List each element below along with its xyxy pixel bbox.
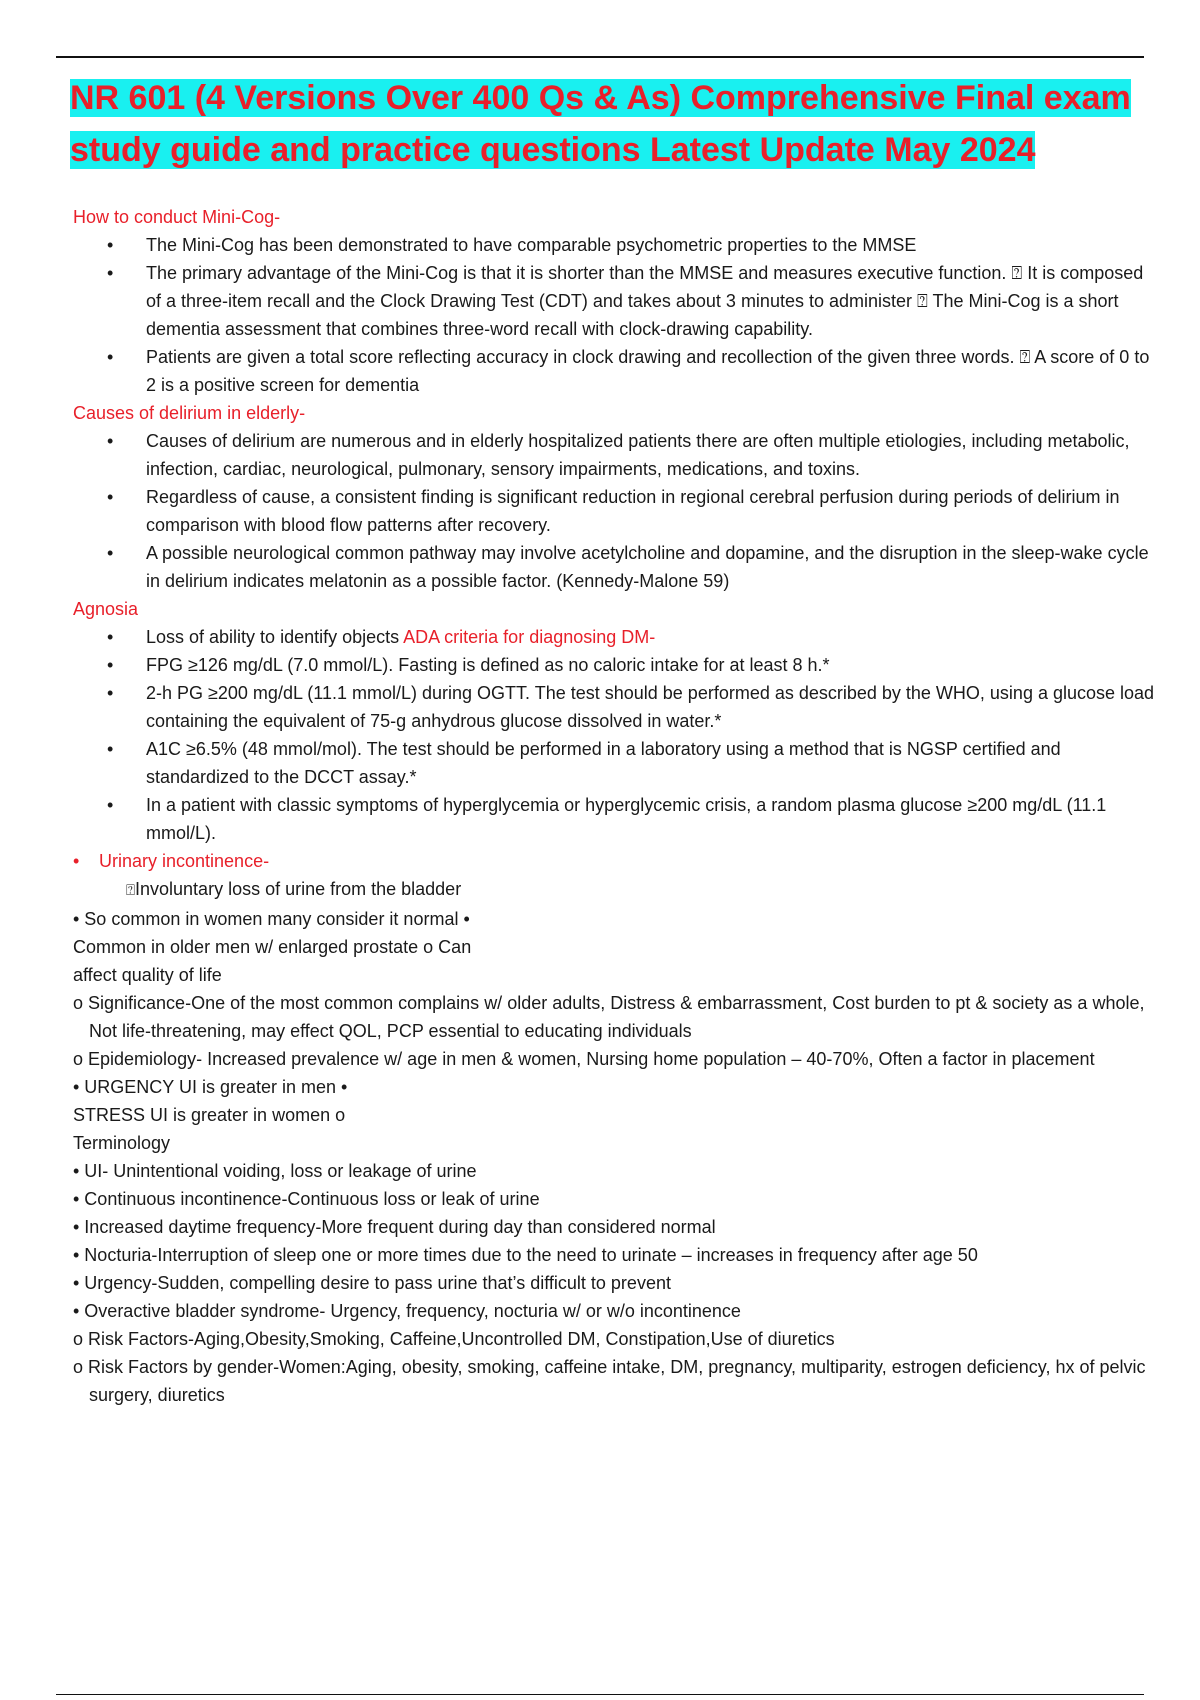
list-item: • The primary advantage of the Mini-Cog is that it is shorter than the MMSE and measures executive function. ⍰ It is composed of a three-item recall and the Clock Drawing Test (CDT) and takes about 3 minutes to administer ⍰ The Mini-Cog is a short dementia assessment that combines three-word recall with clock-drawing capability. [73,259,1163,343]
list-item: • FPG ≥126 mg/dL (7.0 mmol/L). Fasting is defined as no caloric intake for at least 8 h.* [73,651,1163,679]
delirium-heading: Causes of delirium in elderly- [73,403,306,423]
bottom-rule [56,1694,1144,1695]
agnosia-definition: Loss of ability to identify objects [146,627,400,647]
urinary-definition-line [73,875,1163,905]
agnosia-list [73,623,1163,847]
list-item: • 2-h PG ≥200 mg/dL (11.1 mmol/L) during OGTT. The test should be performed as described by the WHO, using a glucose load containing the equivalent of 75-g anhydrous glucose dissolved in water.* [73,679,1163,735]
document-body [73,203,1163,1409]
urinary-significance: o Significance-One of the most common complains w/ older adults, Distress & embarrassment, Cost burden to pt & society as a whole, Not life-threatening, may effect QOL, PCP essential to educating individuals [73,993,1145,1041]
title-line-1: NR 601 (4 Versions Over 400 Qs & As) Comprehensive Final exam [70,79,1131,117]
urinary-line: o Risk Factors-Aging,Obesity,Smoking, Caffeine,Uncontrolled DM, Constipation,Use of diuretics [73,1329,835,1349]
list-item: • Regardless of cause, a consistent finding is significant reduction in regional cerebral perfusion during periods of delirium in comparison with blood flow patterns after recovery. [73,483,1163,539]
list-item [73,623,1163,651]
ada-criteria-heading: ADA criteria for diagnosing DM- [403,627,656,647]
urinary-definition: Involuntary loss of urine from the bladder [135,879,462,899]
list-item: • A possible neurological common pathway may involve acetylcholine and dopamine, and the disruption in the sleep-wake cycle in delirium indicates melatonin as a possible factor. (Kennedy-Malone 59) [73,539,1163,595]
document-title [70,72,1170,176]
top-rule [56,56,1144,58]
urinary-epidemiology: o Epidemiology- Increased prevalence w/ age in men & women, Nursing home population – 40-70%, Often a factor in placement [73,1049,1095,1069]
missing-glyph-icon: ⍰ [126,882,136,899]
urinary-line: • UI- Unintentional voiding, loss or leakage of urine [73,1161,477,1181]
urinary-line: • Overactive bladder syndrome- Urgency, frequency, nocturia w/ or w/o incontinence [73,1301,741,1321]
urinary-line: • Nocturia-Interruption of sleep one or more times due to the need to urinate – increases in frequency after age 50 [73,1245,978,1265]
agnosia-heading: Agnosia [73,599,139,619]
list-item: • The Mini-Cog has been demonstrated to have comparable psychometric properties to the MMSE [73,231,1163,259]
title-line-2: study guide and practice questions Latest Update May 2024 [70,131,1036,169]
list-item: • Patients are given a total score reflecting accuracy in clock drawing and recollection of the given three words. ⍰ A score of 0 to 2 is a positive screen for dementia [73,343,1163,399]
minicog-heading: How to conduct Mini-Cog- [73,207,281,227]
urinary-line: • Urgency-Sudden, compelling desire to pass urine that’s difficult to prevent [73,1273,671,1293]
urinary-line: • Increased daytime frequency-More frequent during day than considered normal [73,1217,716,1237]
delirium-list [73,427,1163,595]
list-item: • A1C ≥6.5% (48 mmol/mol). The test should be performed in a laboratory using a method that is NGSP certified and standardized to the DCCT assay.* [73,735,1163,791]
list-item: • In a patient with classic symptoms of hyperglycemia or hyperglycemic crisis, a random plasma glucose ≥200 mg/dL (11.1 mmol/L). [73,791,1163,847]
minicog-list [73,231,1163,399]
list-item: • Causes of delirium are numerous and in elderly hospitalized patients there are often multiple etiologies, including metabolic, infection, cardiac, neurological, pulmonary, sensory impairments, medications, and toxins. [73,427,1163,483]
urinary-line: • Continuous incontinence-Continuous loss or leak of urine [73,1189,540,1209]
urinary-heading: • Urinary incontinence- [73,847,1163,875]
urinary-paragraph-1: • So common in women many consider it normal • Common in older men w/ enlarged prostate o Can affect quality of life [73,909,472,985]
urinary-paragraph-2: • URGENCY UI is greater in men • STRESS UI is greater in women o Terminology [73,1077,348,1153]
urinary-line: o Risk Factors by gender-Women:Aging, obesity, smoking, caffeine intake, DM, pregnancy, multiparity, estrogen deficiency, hx of pelvic surgery, diuretics [73,1357,1146,1405]
